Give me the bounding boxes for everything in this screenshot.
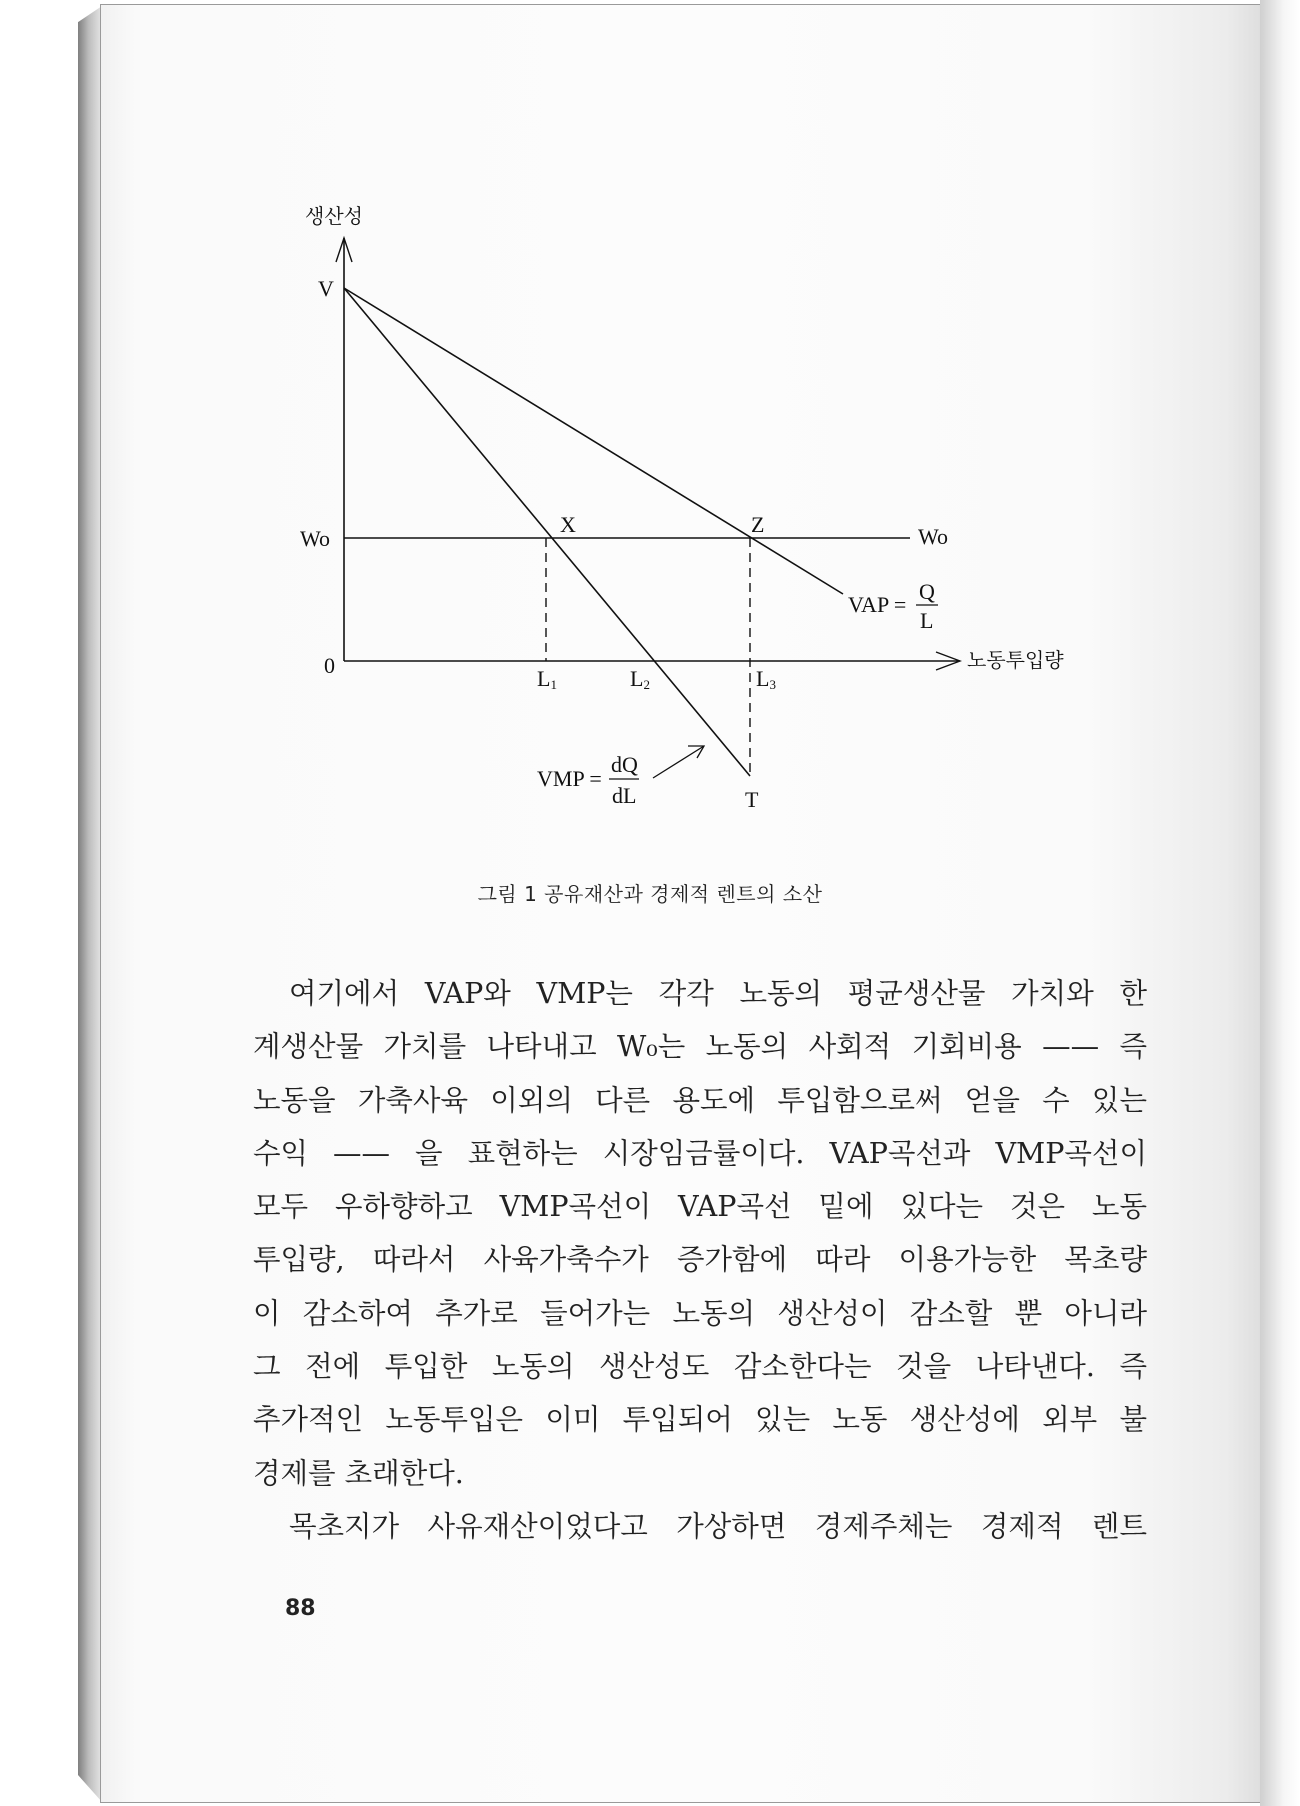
text-line: 수익 —— 을 표현하는 시장임금률이다. VAP곡선과 VMP곡선이: [253, 1136, 1147, 1170]
figure-1: [0, 0, 1300, 840]
label-origin: 0: [324, 653, 335, 678]
text-line: 이 감소하여 추가로 들어가는 노동의 생산성이 감소할 뿐 아니라: [253, 1296, 1147, 1330]
y-axis-label: 생산성: [305, 204, 363, 228]
vap-formula-label: VAP =: [848, 592, 907, 617]
vmp-line: [344, 288, 750, 776]
label-t: T: [745, 787, 759, 812]
vmp-numerator: dQ: [611, 752, 638, 777]
text-line: 여기에서 VAP와 VMP는 각각 노동의 평균생산물 가치와 한: [289, 977, 1147, 1010]
text-line: 계생산물 가치를 나타내고 W₀는 노동의 사회적 기회비용 —— 즉: [253, 1030, 1147, 1064]
label-l2: L2: [630, 666, 650, 692]
vap-denominator: L: [920, 608, 934, 633]
text-line: 노동을 가축사육 이외의 다른 용도에 투입함으로써 얻을 수 있는: [253, 1083, 1147, 1117]
paragraph-2: [253, 1500, 1147, 1553]
text-line: 경제를 초래한다.: [253, 1456, 464, 1490]
x-axis-label: 노동투입량: [967, 648, 1064, 672]
figure-caption: 그림 1 공유재산과 경제적 렌트의 소산: [477, 882, 823, 906]
label-l1: L1: [537, 666, 557, 692]
economic-diagram: [0, 0, 1300, 840]
vmp-pointer-line: [653, 746, 704, 778]
text-line: 추가적인 노동투입은 이미 투입되어 있는 노동 생산성에 외부 불: [253, 1403, 1147, 1437]
text-line: 모두 우하향하고 VMP곡선이 VAP곡선 밑에 있다는 것은 노동: [253, 1190, 1147, 1224]
text-line: 그 전에 투입한 노동의 생산성도 감소한다는 것을 나타낸다. 즉: [253, 1350, 1147, 1384]
label-wo-left: Wo: [300, 526, 331, 551]
label-v: V: [318, 276, 334, 301]
label-l3: L3: [756, 666, 776, 692]
vmp-formula-label: VMP =: [537, 766, 602, 791]
vmp-denominator: dL: [612, 783, 637, 808]
vap-numerator: Q: [919, 579, 935, 604]
page-number: 88: [285, 1596, 316, 1621]
label-z: Z: [751, 512, 765, 537]
label-x: X: [560, 512, 576, 537]
text-line: 투입량, 따라서 사육가축수가 증가함에 따라 이용가능한 목초량: [253, 1243, 1147, 1277]
body-text: [253, 967, 1147, 1553]
paragraph-1: [253, 967, 1147, 1500]
text-line: 목초지가 사유재산이었다고 가상하면 경제주체는 경제적 렌트: [289, 1509, 1147, 1543]
vap-line: [344, 288, 843, 594]
label-wo-right: Wo: [918, 524, 949, 549]
